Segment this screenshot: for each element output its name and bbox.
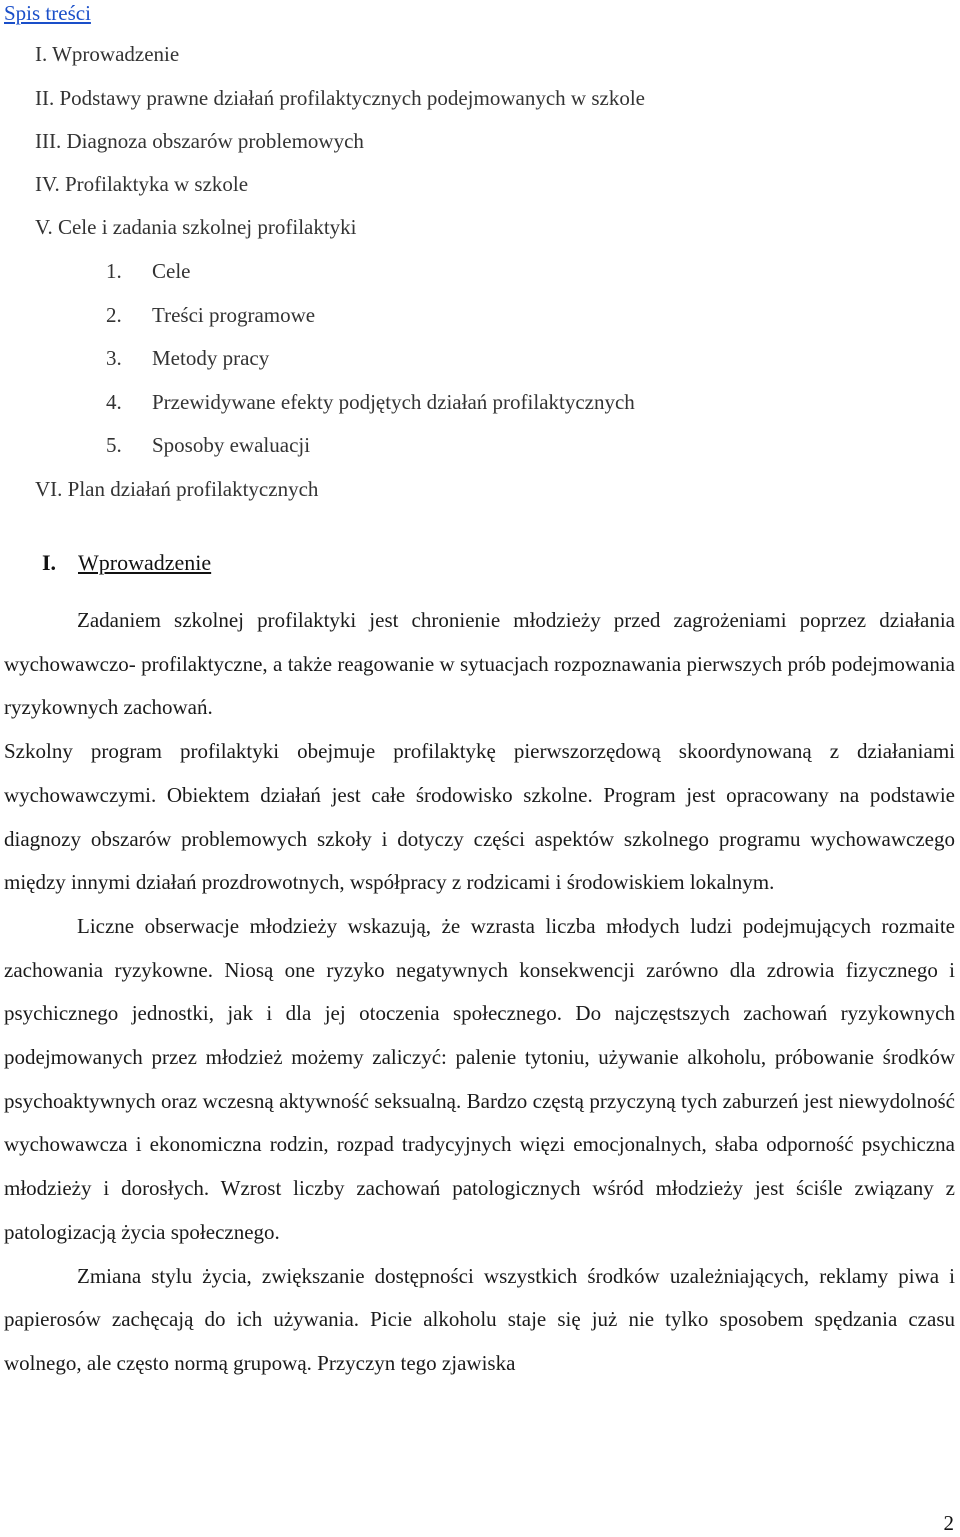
toc-item: III. Diagnoza obszarów problemowych bbox=[35, 129, 364, 153]
toc-item: IV. Profilaktyka w szkole bbox=[35, 172, 249, 196]
paragraph: Szkolny program profilaktyki obejmuje profilaktykę pierwszorzędową skoordynowaną z działaniami wychowawczymi. Obiektem działań jest całe środowisko szkolne. Program jest opracowany na podstawie diagnozy obszarów problemowych szkoły i dotyczy części aspektów szkolnego programu wychowawczego między innymi działań prozdrowotnych, współpracy z rodzicami i środowiskiem lokalnym. bbox=[4, 739, 955, 895]
toc-subitem-number: 1. bbox=[106, 259, 122, 283]
toc-subitem-number: 3. bbox=[106, 346, 122, 370]
toc-subitem bbox=[106, 431, 310, 459]
toc-subitem-label: Cele bbox=[152, 259, 191, 283]
paragraph: Zadaniem szkolnej profilaktyki jest chronienie młodzieży przed zagrożeniami poprzez działania wychowawczo- profilaktyczne, a także reagowanie w sytuacjach rozpoznawania pierwszych prób podejmowania ryzykownych zachowań. bbox=[4, 608, 955, 720]
page-number: 2 bbox=[943, 1511, 954, 1535]
toc-item: V. Cele i zadania szkolnej profilaktyki bbox=[35, 215, 357, 239]
toc-subitem-label: Przewidywane efekty podjętych działań profilaktycznych bbox=[152, 390, 635, 414]
toc-subitem-label: Sposoby ewaluacji bbox=[152, 433, 311, 457]
toc-item: VI. Plan działań profilaktycznych bbox=[35, 477, 319, 501]
toc-subitem-number: 2. bbox=[106, 303, 122, 327]
toc-title-link[interactable]: Spis treści bbox=[4, 1, 91, 25]
toc-subitem bbox=[106, 257, 190, 285]
section-title: Wprowadzenie bbox=[78, 550, 212, 575]
section-number: I. bbox=[42, 550, 57, 575]
toc-subitem-number: 4. bbox=[106, 390, 122, 414]
section-heading bbox=[42, 548, 211, 578]
toc-subitem bbox=[106, 344, 269, 372]
body-text bbox=[4, 599, 955, 1386]
toc-item: II. Podstawy prawne działań profilaktycznych podejmowanych w szkole bbox=[35, 86, 645, 110]
toc-subitem bbox=[106, 388, 635, 416]
paragraph: Zmiana stylu życia, zwiększanie dostępności wszystkich środków uzależniających, reklamy piwa i papierosów zachęcają do ich używania. Picie alkoholu staje się już nie tylko sposobem spędzania czasu wolnego, ale często normą grupową. Przyczyn tego zjawiska bbox=[4, 1263, 955, 1375]
toc-subitem-label: Treści programowe bbox=[152, 303, 316, 327]
paragraph: Liczne obserwacje młodzieży wskazują, że wzrasta liczba młodych ludzi podejmujących rozmaite zachowania ryzykowne. Niosą one ryzyko negatywnych konsekwencji zarówno dla zdrowia fizycznego i psychicznego jednostki, jak i dla jej otoczenia społecznego. Do najczęstszych zachowań ryzykownych podejmowanych przez młodzież możemy zaliczyć: palenie tytoniu, używanie alkoholu, próbowanie środków psychoaktywnych oraz wczesną aktywność seksualną. Bardzo częstą przyczyną tych zaburzeń jest niewydolność wychowawcza i ekonomiczna rodzin, rozpad tradycyjnych więzi emocjonalnych, słaba odporność psychiczna młodzieży i dorosłych. Wzrost liczby zachowań patologicznych wśród młodzieży jest ściśle związany z patologizacją życia społecznego. bbox=[4, 913, 955, 1244]
toc-subitem-label: Metody pracy bbox=[152, 346, 270, 370]
toc-subitem-number: 5. bbox=[106, 433, 122, 457]
toc-subitem bbox=[106, 301, 315, 329]
toc-item: I. Wprowadzenie bbox=[35, 42, 180, 66]
